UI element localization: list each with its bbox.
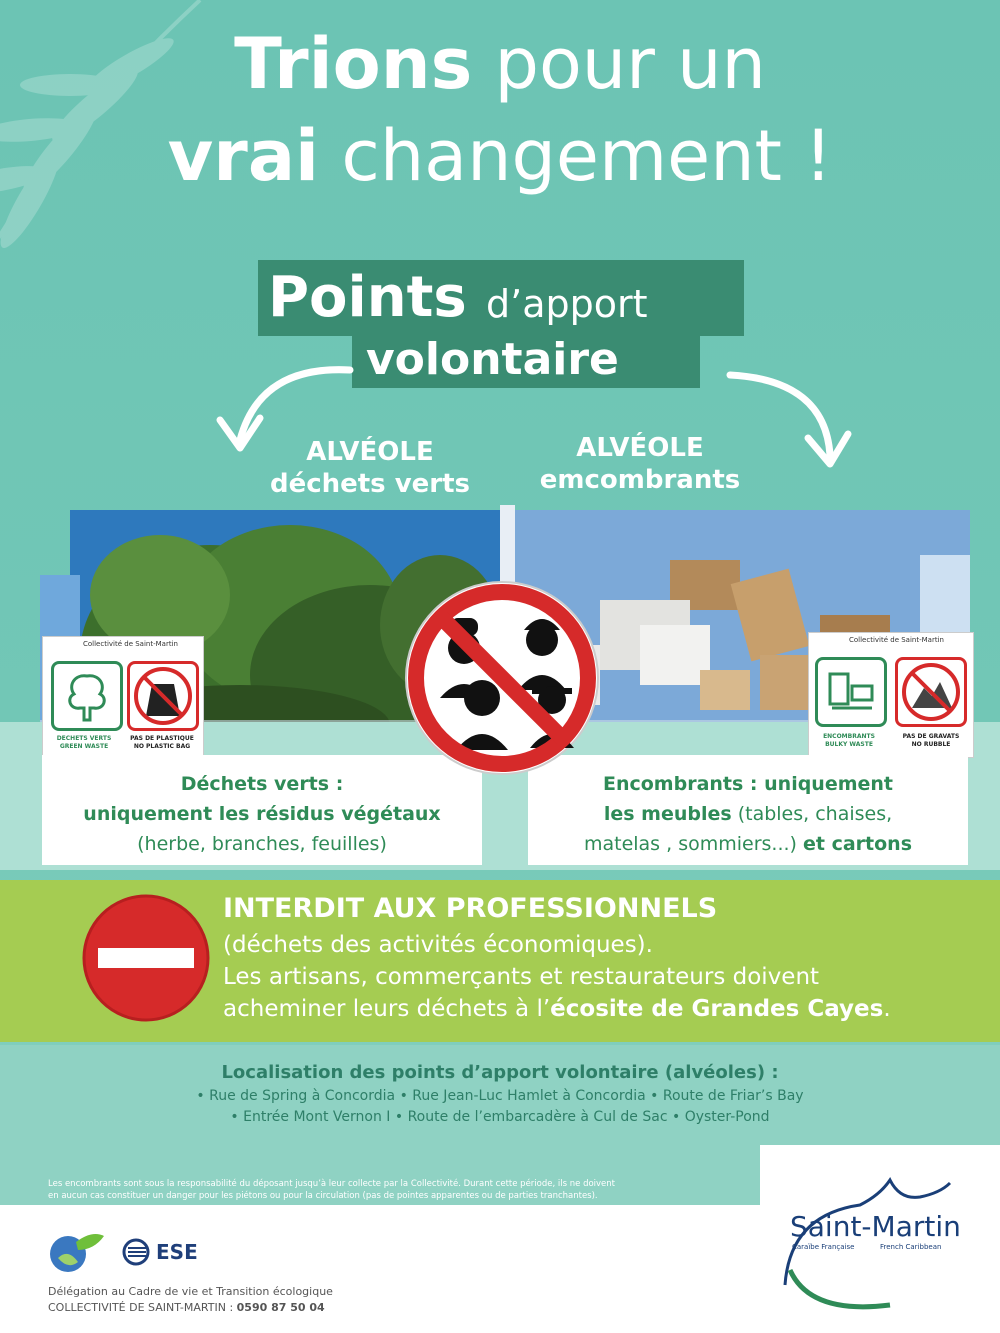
eco-logo-icon <box>46 1228 108 1278</box>
bulky-waste-line2-bold: les meubles <box>603 803 732 825</box>
contact-line <box>48 1300 333 1316</box>
ese-label: ESE <box>156 1240 198 1264</box>
sign-left-cap2-fr: PAS DE PLASTIQUE <box>130 735 194 742</box>
sign-right-cap2-fr: PAS DE GRAVATS <box>902 733 960 740</box>
no-entry-icon <box>80 892 212 1024</box>
title-line-2 <box>0 110 1000 202</box>
green-waste-line2: uniquement les résidus végétaux <box>83 803 441 825</box>
title-line1-bold: Trions <box>234 23 473 105</box>
title-line-1 <box>0 18 1000 110</box>
sign-left-cap1-fr: DECHETS VERTS <box>56 735 112 742</box>
locations-line2: • Entrée Mont Vernon I • Route de l’embarcadère à Cul de Sac • Oyster-Pond <box>230 1109 770 1125</box>
page-title <box>0 18 1000 202</box>
locations-heading: Localisation des points d’apport volontaire (alvéoles) : <box>221 1062 779 1083</box>
bulky-waste-line3-bold: et cartons <box>803 833 913 855</box>
sign-left-cap2 <box>123 735 201 751</box>
bulky-waste-line2-normal: (tables, chaises, <box>731 803 893 825</box>
sign-green-waste <box>42 636 204 758</box>
sign-right-cap1 <box>809 733 889 749</box>
locations-section <box>0 1045 1000 1145</box>
prohibited-line3-normal: acheminer leurs déchets à l’ <box>223 996 551 1022</box>
sign-right-cap1-fr: ENCOMBRANTS <box>823 733 875 740</box>
alveole-left-line1: ALVÉOLE <box>306 437 434 467</box>
bulky-waste-line3-normal: matelas , sommiers...) <box>583 833 803 855</box>
furniture-icon <box>815 657 887 727</box>
alveole-right-line2: emcombrants <box>539 465 741 495</box>
title-line1-normal: pour un <box>494 23 766 105</box>
prohibited-heading: INTERDIT AUX PROFESSIONNELS <box>223 893 718 924</box>
contact-label: COLLECTIVITÉ DE SAINT-MARTIN : <box>48 1301 237 1314</box>
locations-line1: • Rue de Spring à Concordia • Rue Jean-Luc Hamlet à Concordia • Route de Friar’s Bay <box>196 1088 804 1104</box>
prohibited-line3-bold: écosite de Grandes Cayes <box>550 996 884 1022</box>
no-professionals-icon <box>402 578 602 778</box>
green-waste-line3: (herbe, branches, feuilles) <box>137 833 387 855</box>
prohibited-line2: Les artisans, commerçants et restaurateurs doivent <box>223 964 820 990</box>
sign-right-header: Collectivité de Saint-Martin <box>849 636 944 644</box>
sign-left-cap2-en: NO PLASTIC BAG <box>133 743 191 750</box>
tree-icon <box>51 661 123 731</box>
alveole-right-label <box>520 432 760 496</box>
sign-right-cap1-en: BULKY WASTE <box>825 741 873 748</box>
delegation-text <box>48 1284 333 1316</box>
sign-right-cap2 <box>891 733 971 749</box>
alveole-right-line1: ALVÉOLE <box>576 433 704 463</box>
sign-right-cap2-en: NO RUBBLE <box>911 741 951 748</box>
saint-martin-name: Saint-Martin <box>790 1210 961 1243</box>
disclaimer-line2: en aucun cas constituer un danger pour les piétons ou pour la circulation (pas de pointes apparentes ou de parties tranchantes). <box>48 1191 598 1201</box>
green-waste-title: Déchets verts : <box>180 773 344 795</box>
delegation-line: Délégation au Cadre de vie et Transition écologique <box>48 1285 333 1298</box>
prohibited-line1: (déchets des activités économiques). <box>223 932 653 958</box>
saint-martin-sub-fr: Caraïbe Française <box>792 1243 855 1251</box>
contact-phone: 0590 87 50 04 <box>236 1301 325 1314</box>
alveole-left-label <box>255 436 485 500</box>
disclaimer-line1: Les encombrants sont sous la responsabilité du déposant jusqu’à leur collecte par la Collectivité. Durant cette période, ils ne doivent <box>48 1179 616 1189</box>
banner-volontaire: volontaire <box>366 334 619 385</box>
disclaimer <box>48 1178 748 1202</box>
bulky-waste-line1: Encombrants : uniquement <box>602 773 894 795</box>
no-rubble-icon <box>895 657 967 727</box>
sign-bulky-waste <box>808 632 974 758</box>
bulky-waste-line2 <box>528 799 968 829</box>
alveole-left-line2: déchets verts <box>269 469 471 499</box>
ese-logo-icon <box>122 1238 154 1266</box>
title-line2-bold: vrai <box>167 115 320 197</box>
prohibited-line3-end: . <box>883 996 891 1022</box>
sign-left-cap1 <box>45 735 123 751</box>
bulky-waste-line3 <box>528 829 968 859</box>
saint-martin-sub-en: French Caribbean <box>880 1243 942 1251</box>
banner-apport: d’apport <box>486 282 648 326</box>
prohibited-line3 <box>223 994 891 1024</box>
sign-left-cap1-en: GREEN WASTE <box>59 743 109 750</box>
sign-left-header: Collectivité de Saint-Martin <box>83 640 178 648</box>
no-plastic-bag-icon <box>127 661 199 731</box>
title-line2-normal: changement ! <box>341 115 833 197</box>
banner-points: Points <box>268 265 467 330</box>
